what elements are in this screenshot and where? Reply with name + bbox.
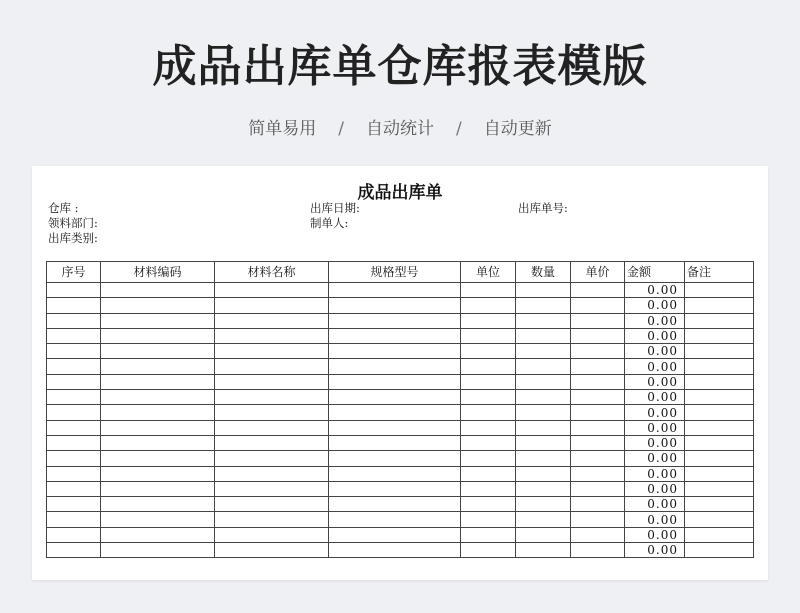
- table-cell[interactable]: [571, 405, 625, 420]
- col-header-remark: 备注: [685, 262, 754, 283]
- table-row: [47, 481, 754, 496]
- table-cell[interactable]: [516, 283, 571, 298]
- table-cell[interactable]: [215, 481, 329, 496]
- feature-tag-auto-stats: 自动统计: [366, 119, 434, 139]
- table-cell[interactable]: [461, 435, 516, 450]
- table-cell[interactable]: [571, 298, 625, 313]
- table-cell[interactable]: [516, 298, 571, 313]
- col-header-spec: 规格型号: [329, 262, 461, 283]
- table-cell[interactable]: [101, 435, 215, 450]
- table-cell[interactable]: [571, 451, 625, 466]
- table-cell[interactable]: [685, 466, 754, 481]
- amount-cell[interactable]: 0.00: [625, 466, 685, 481]
- table-cell[interactable]: [101, 313, 215, 328]
- table-cell[interactable]: [215, 543, 329, 558]
- field-warehouse: 仓库 :: [48, 201, 79, 215]
- table-cell[interactable]: [571, 313, 625, 328]
- table-cell[interactable]: [461, 283, 516, 298]
- table-cell[interactable]: [101, 344, 215, 359]
- table-cell[interactable]: [516, 374, 571, 389]
- table-row: [47, 313, 754, 328]
- table-cell[interactable]: [329, 466, 461, 481]
- amount-cell[interactable]: 0.00: [625, 527, 685, 542]
- table-cell[interactable]: [215, 451, 329, 466]
- table-row: [47, 344, 754, 359]
- table-cell[interactable]: [685, 313, 754, 328]
- table-cell[interactable]: [516, 405, 571, 420]
- table-cell[interactable]: [215, 344, 329, 359]
- tag-separator: /: [338, 119, 344, 139]
- table-cell[interactable]: [101, 374, 215, 389]
- field-maker: 制单人:: [310, 216, 349, 230]
- amount-cell[interactable]: 0.00: [625, 359, 685, 374]
- table-row: [47, 420, 754, 435]
- table-cell[interactable]: [329, 451, 461, 466]
- table-cell[interactable]: [47, 497, 101, 512]
- col-header-quantity: 数量: [516, 262, 571, 283]
- table-cell[interactable]: [461, 543, 516, 558]
- table-cell[interactable]: [101, 497, 215, 512]
- table-cell[interactable]: [329, 481, 461, 496]
- table-cell[interactable]: [215, 374, 329, 389]
- table-header-row: [47, 262, 754, 283]
- table-cell[interactable]: [101, 359, 215, 374]
- table-row: [47, 374, 754, 389]
- table-cell[interactable]: [571, 390, 625, 405]
- table-cell[interactable]: [516, 420, 571, 435]
- table-cell[interactable]: [47, 313, 101, 328]
- table-body: [47, 283, 754, 558]
- table-cell[interactable]: [215, 420, 329, 435]
- table-row: [47, 451, 754, 466]
- table-cell[interactable]: [685, 451, 754, 466]
- table-cell[interactable]: [461, 374, 516, 389]
- table-cell[interactable]: [47, 435, 101, 450]
- table-cell[interactable]: [101, 543, 215, 558]
- spreadsheet-preview: [32, 166, 768, 580]
- amount-cell[interactable]: 0.00: [625, 451, 685, 466]
- table-cell[interactable]: [101, 298, 215, 313]
- table-cell[interactable]: [461, 390, 516, 405]
- table-cell[interactable]: [329, 527, 461, 542]
- table-cell[interactable]: [47, 405, 101, 420]
- amount-cell[interactable]: 0.00: [625, 298, 685, 313]
- amount-cell[interactable]: 0.00: [625, 512, 685, 527]
- field-out-no: 出库单号:: [518, 201, 568, 215]
- table-row: [47, 390, 754, 405]
- table-cell[interactable]: [101, 328, 215, 343]
- table-cell[interactable]: [47, 481, 101, 496]
- table-cell[interactable]: [685, 328, 754, 343]
- col-header-material-code: 材料编码: [101, 262, 215, 283]
- outbound-table: [46, 261, 754, 558]
- table-cell[interactable]: [215, 527, 329, 542]
- amount-cell[interactable]: 0.00: [625, 405, 685, 420]
- table-cell[interactable]: [571, 512, 625, 527]
- amount-cell[interactable]: 0.00: [625, 328, 685, 343]
- col-header-unit-price: 单价: [571, 262, 625, 283]
- table-cell[interactable]: [215, 512, 329, 527]
- table-cell[interactable]: [461, 359, 516, 374]
- table-cell[interactable]: [47, 344, 101, 359]
- table-cell[interactable]: [685, 481, 754, 496]
- table-row: [47, 435, 754, 450]
- table-cell[interactable]: [215, 359, 329, 374]
- table-cell[interactable]: [685, 420, 754, 435]
- table-cell[interactable]: [47, 298, 101, 313]
- table-cell[interactable]: [215, 313, 329, 328]
- col-header-amount: 金额: [625, 262, 685, 283]
- table-cell[interactable]: [47, 420, 101, 435]
- table-cell[interactable]: [571, 283, 625, 298]
- table-row: [47, 283, 754, 298]
- table-cell[interactable]: [47, 543, 101, 558]
- field-out-date: 出库日期:: [310, 201, 360, 215]
- table-row: [47, 298, 754, 313]
- table-cell[interactable]: [47, 390, 101, 405]
- table-cell[interactable]: [685, 405, 754, 420]
- table-row: [47, 466, 754, 481]
- amount-cell[interactable]: 0.00: [625, 344, 685, 359]
- table-cell[interactable]: [47, 512, 101, 527]
- feature-tag-auto-update: 自动更新: [483, 119, 552, 139]
- table-row: [47, 527, 754, 542]
- table-cell[interactable]: [571, 497, 625, 512]
- table-cell[interactable]: [571, 527, 625, 542]
- table-cell[interactable]: [329, 405, 461, 420]
- table-cell[interactable]: [101, 451, 215, 466]
- table-cell[interactable]: [215, 405, 329, 420]
- table-cell[interactable]: [461, 497, 516, 512]
- table-cell[interactable]: [101, 466, 215, 481]
- table-cell[interactable]: [685, 298, 754, 313]
- table-cell[interactable]: [215, 435, 329, 450]
- feature-tag-easy: 简单易用: [248, 119, 317, 139]
- table-cell[interactable]: [461, 527, 516, 542]
- table-cell[interactable]: [329, 344, 461, 359]
- table-cell[interactable]: [516, 451, 571, 466]
- amount-cell[interactable]: 0.00: [625, 313, 685, 328]
- table-cell[interactable]: [329, 497, 461, 512]
- sheet-title: 成品出库单: [357, 183, 443, 203]
- table-cell[interactable]: [571, 466, 625, 481]
- table-cell[interactable]: [516, 527, 571, 542]
- amount-cell[interactable]: 0.00: [625, 374, 685, 389]
- table-cell[interactable]: [461, 481, 516, 496]
- table-cell[interactable]: [47, 527, 101, 542]
- table-row: [47, 405, 754, 420]
- table-cell[interactable]: [47, 283, 101, 298]
- table-cell[interactable]: [516, 543, 571, 558]
- table-cell[interactable]: [47, 374, 101, 389]
- table-cell[interactable]: [516, 435, 571, 450]
- table-cell[interactable]: [329, 512, 461, 527]
- table-cell[interactable]: [516, 481, 571, 496]
- table-cell[interactable]: [516, 328, 571, 343]
- table-cell[interactable]: [516, 466, 571, 481]
- table-cell[interactable]: [47, 359, 101, 374]
- table-cell[interactable]: [329, 420, 461, 435]
- table-cell[interactable]: [101, 283, 215, 298]
- amount-cell[interactable]: 0.00: [625, 283, 685, 298]
- table-cell[interactable]: [329, 374, 461, 389]
- col-header-unit: 单位: [461, 262, 516, 283]
- table-cell[interactable]: [101, 405, 215, 420]
- table-row: [47, 497, 754, 512]
- table-cell[interactable]: [215, 466, 329, 481]
- table-row: [47, 328, 754, 343]
- table-cell[interactable]: [329, 390, 461, 405]
- table-cell[interactable]: [685, 497, 754, 512]
- table-cell[interactable]: [329, 283, 461, 298]
- table-cell[interactable]: [329, 359, 461, 374]
- amount-cell[interactable]: 0.00: [625, 390, 685, 405]
- table-cell[interactable]: [461, 451, 516, 466]
- table-cell[interactable]: [329, 543, 461, 558]
- amount-cell[interactable]: 0.00: [625, 543, 685, 558]
- table-cell[interactable]: [329, 435, 461, 450]
- table-cell[interactable]: [101, 512, 215, 527]
- table-cell[interactable]: [571, 435, 625, 450]
- table-cell[interactable]: [461, 466, 516, 481]
- table-cell[interactable]: [571, 328, 625, 343]
- table-cell[interactable]: [685, 374, 754, 389]
- table-cell[interactable]: [101, 481, 215, 496]
- field-dept: 领料部门:: [48, 216, 98, 230]
- table-cell[interactable]: [47, 328, 101, 343]
- table-cell[interactable]: [461, 344, 516, 359]
- table-cell[interactable]: [516, 344, 571, 359]
- table-cell[interactable]: [329, 328, 461, 343]
- table-cell[interactable]: [685, 359, 754, 374]
- table-cell[interactable]: [571, 420, 625, 435]
- table-cell[interactable]: [461, 420, 516, 435]
- table-cell[interactable]: [101, 420, 215, 435]
- table-cell[interactable]: [461, 405, 516, 420]
- table-cell[interactable]: [461, 298, 516, 313]
- table-cell[interactable]: [215, 328, 329, 343]
- table-cell[interactable]: [516, 512, 571, 527]
- table-cell[interactable]: [215, 298, 329, 313]
- table-cell[interactable]: [516, 497, 571, 512]
- table-cell[interactable]: [47, 466, 101, 481]
- table-row: [47, 359, 754, 374]
- feature-tags: [0, 114, 800, 139]
- table-cell[interactable]: [571, 359, 625, 374]
- table-cell[interactable]: [329, 298, 461, 313]
- table-cell[interactable]: [461, 328, 516, 343]
- field-out-type: 出库类别:: [48, 231, 98, 245]
- table-cell[interactable]: [571, 374, 625, 389]
- amount-cell[interactable]: 0.00: [625, 435, 685, 450]
- table-cell[interactable]: [685, 512, 754, 527]
- table-cell[interactable]: [571, 344, 625, 359]
- table-row: [47, 512, 754, 527]
- table-cell[interactable]: [461, 313, 516, 328]
- table-cell[interactable]: [329, 313, 461, 328]
- amount-cell[interactable]: 0.00: [625, 497, 685, 512]
- table-cell[interactable]: [571, 543, 625, 558]
- table-cell[interactable]: [461, 512, 516, 527]
- tag-separator: /: [456, 119, 462, 139]
- table-cell[interactable]: [47, 451, 101, 466]
- table-cell[interactable]: [516, 390, 571, 405]
- table-cell[interactable]: [516, 359, 571, 374]
- amount-cell[interactable]: 0.00: [625, 420, 685, 435]
- table-cell[interactable]: [571, 481, 625, 496]
- table-cell[interactable]: [215, 283, 329, 298]
- table-cell[interactable]: [516, 313, 571, 328]
- amount-cell[interactable]: 0.00: [625, 481, 685, 496]
- table-cell[interactable]: [685, 283, 754, 298]
- table-cell[interactable]: [215, 390, 329, 405]
- col-header-index: 序号: [47, 262, 101, 283]
- table-cell[interactable]: [685, 344, 754, 359]
- table-row: [47, 543, 754, 558]
- table-cell[interactable]: [101, 390, 215, 405]
- table-cell[interactable]: [685, 390, 754, 405]
- page-title: 成品出库单仓库报表模版: [152, 41, 648, 92]
- table-cell[interactable]: [685, 435, 754, 450]
- table-cell[interactable]: [685, 527, 754, 542]
- table-cell[interactable]: [215, 497, 329, 512]
- col-header-material-name: 材料名称: [215, 262, 329, 283]
- table-cell[interactable]: [101, 527, 215, 542]
- table-cell[interactable]: [685, 543, 754, 558]
